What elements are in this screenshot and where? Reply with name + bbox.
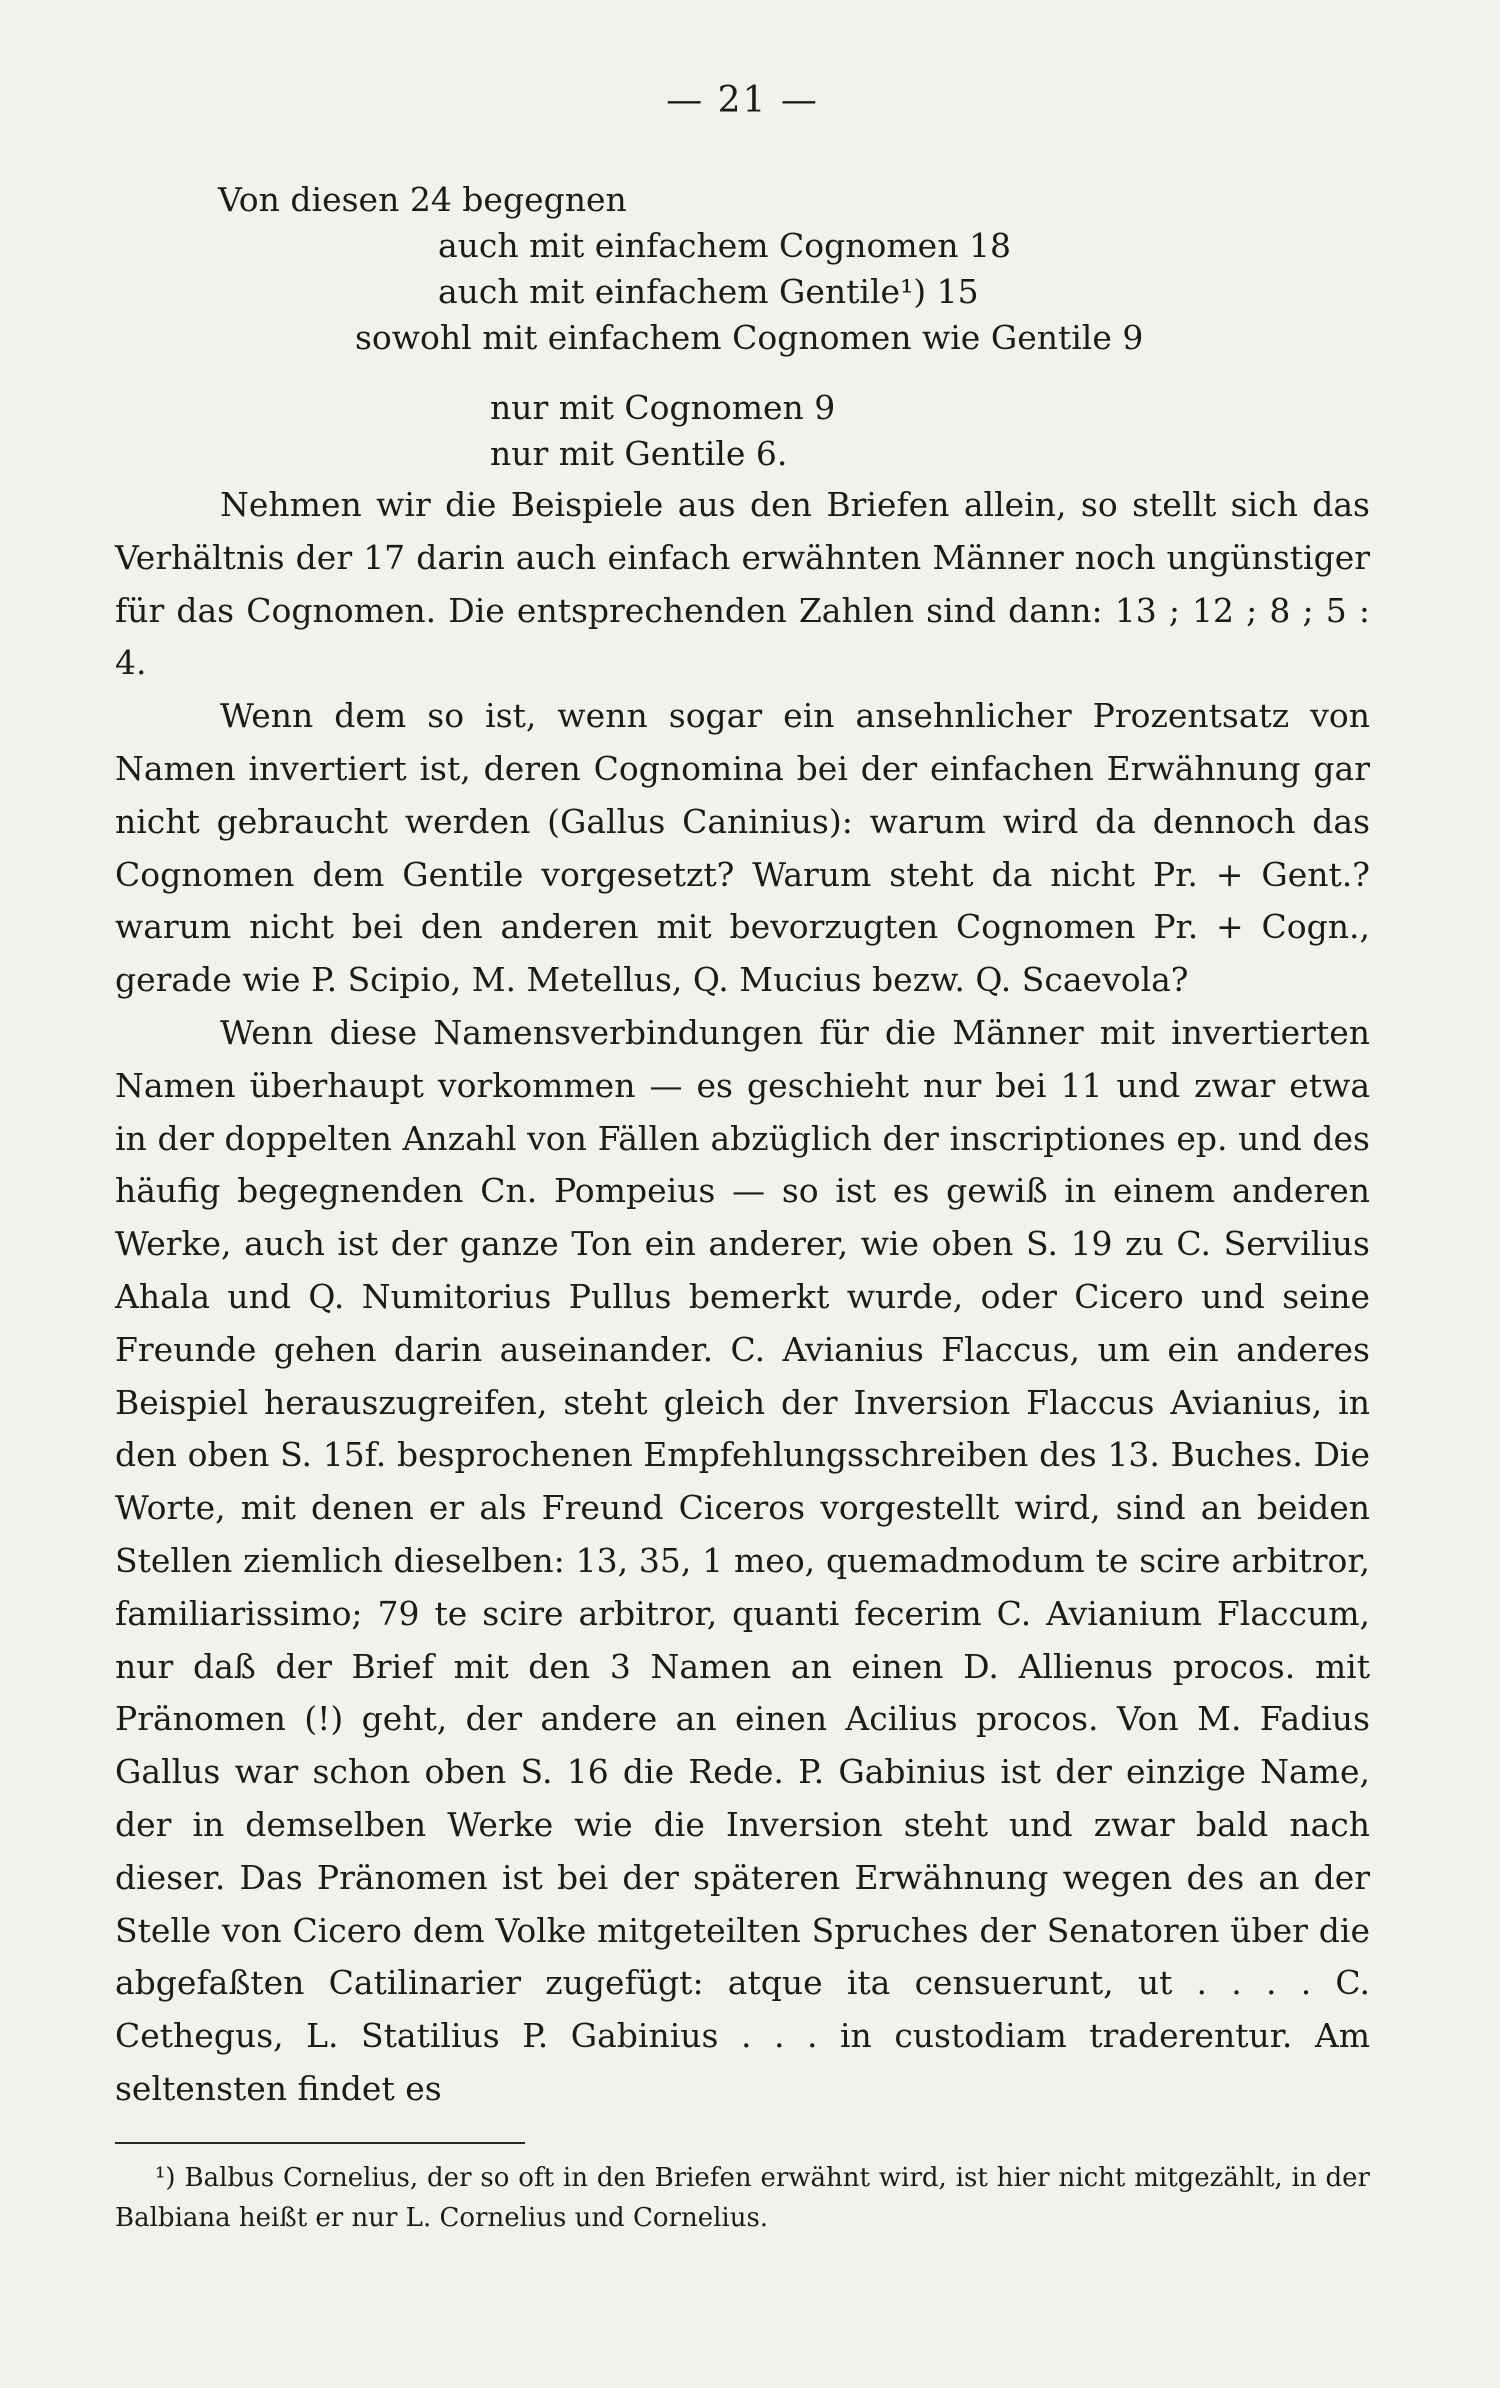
paragraph: Nehmen wir die Beispiele aus den Briefen allein, so stellt sich das Verhältnis der 17 darin auch einfach erwähnten Männer noch ungünstiger für das Cognomen. Die entsprechenden Zahlen sind dann: 13 ; 12 ; 8 ; 5 : 4. bbox=[115, 485, 1370, 683]
footnote: ¹) Balbus Cornelius, der so oft in den Briefen erwähnt wird, ist hier nicht mitgezählt, in der Balbiana heißt er nur L. Cornelius und Cornelius. bbox=[115, 2162, 1370, 2233]
count-row: nur mit Cognomen 9 bbox=[490, 388, 836, 427]
paragraph: Wenn diese Namensverbindungen für die Männer mit invertierten Namen überhaupt vorkommen — es geschieht nur bei 11 und zwar etwa in der doppelten Anzahl von Fällen abzüglich der inscriptiones ep. und des häufig begegnenden Cn. Pompeius — so ist es gewiß in einem anderen Werke, auch ist der ganze Ton ein anderer, wie oben S. 19 zu C. Servilius Ahala und Q. Numitorius Pullus bemerkt wurde, oder Cicero und seine Freunde gehen darin auseinander. C. Avianius Flaccus, um ein anderes Beispiel herauszugreifen, steht gleich der Inversion Flaccus Avianius, in den oben S. 15f. besprochenen Empfehlungsschreiben des 13. Buches. Die Worte, mit denen er als Freund Ciceros vorgestellt wird, sind an beiden Stellen ziemlich dieselben: 13, 35, 1 meo, quemadmodum te scire arbitror, familiarissimo; 79 te scire arbitror, quanti fecerim C. Avianium Flaccum, nur daß der Brief mit den 3 Namen an einen D. Allienus procos. mit Pränomen (!) geht, der andere an einen Acilius procos. Von M. Fadius Gallus war schon oben S. 16 die Rede. P. Gabinius ist der einzige Name, der in demselben Werke wie die Inversion steht und zwar bald nach dieser. Das Pränomen ist bei der späteren Erwähnung wegen des an der Stelle von Cicero dem Volke mitgeteilten Spruches der Senatoren über die abgefaßten Catilinarier zugefügt: atque ita censuerunt, ut . . . . C. Cethegus, L. Statilius P. Gabinius . . . in custodiam traderentur. Am seltensten findet es bbox=[115, 1012, 1370, 2108]
count-row: auch mit einfachem Gentile¹) 15 bbox=[438, 272, 979, 311]
page-number: — 21 — bbox=[666, 80, 819, 121]
count-row: sowohl mit einfachem Cognomen wie Gentile 9 bbox=[355, 318, 1144, 357]
name-count-list bbox=[115, 177, 1370, 477]
footnote-divider bbox=[115, 2142, 525, 2144]
count-list-intro: Von diesen 24 begegnen bbox=[218, 180, 627, 219]
body-text bbox=[115, 479, 1370, 2116]
paragraph: Wenn dem so ist, wenn sogar ein ansehnlicher Prozentsatz von Namen invertiert ist, deren Cognomina bei der einfachen Erwähnung gar nicht gebraucht werden (Gallus Caninius): warum wird da dennoch das Cognomen dem Gentile vorgesetzt? Warum steht da nicht Pr. + Gent.? warum nicht bei den anderen mit bevorzugten Cognomen Pr. + Cogn., gerade wie P. Scipio, M. Metellus, Q. Mucius bezw. Q. Scaevola? bbox=[115, 696, 1370, 1000]
count-row: nur mit Gentile 6. bbox=[490, 434, 788, 473]
count-row: auch mit einfachem Cognomen 18 bbox=[438, 226, 1011, 265]
